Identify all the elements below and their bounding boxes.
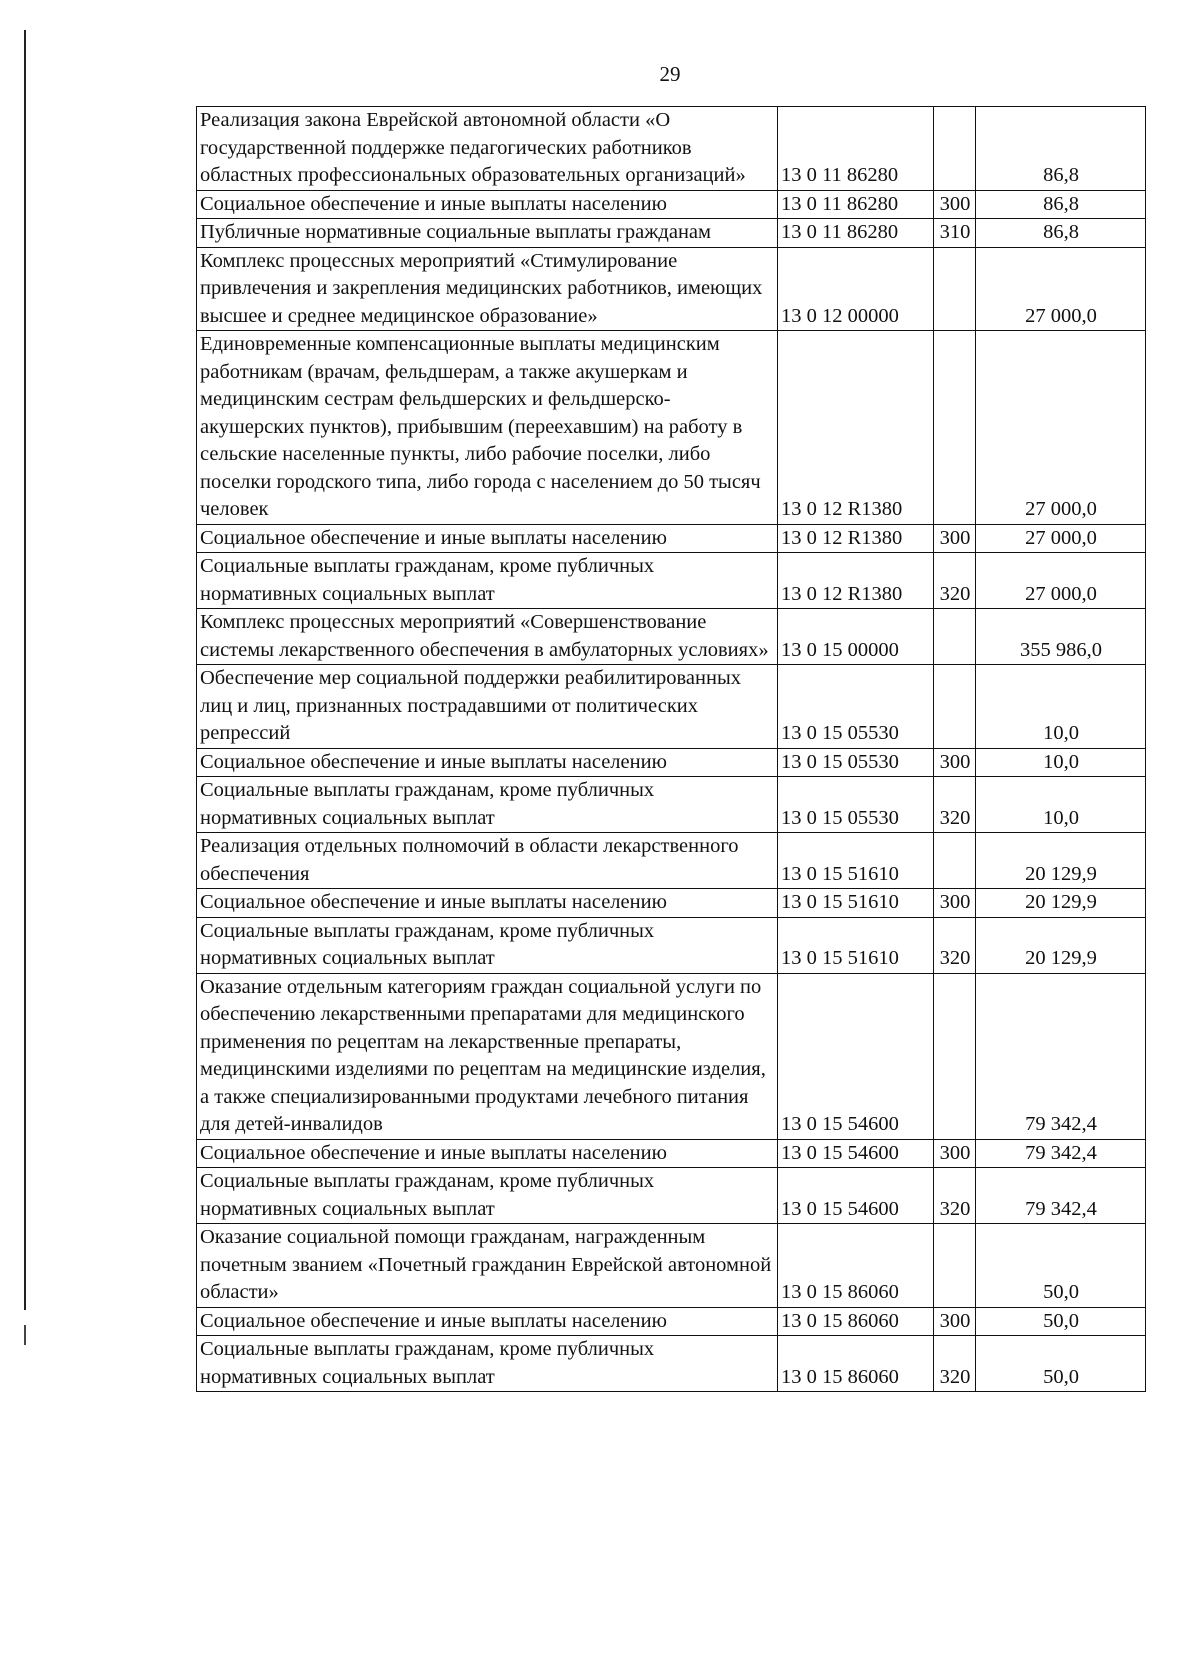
- row-amount: 50,0: [976, 1224, 1146, 1308]
- table-row: [197, 1224, 1146, 1308]
- row-name: Реализация закона Еврейской автономной области «О государственной поддержке педагогических работников областных профессиональных образовательных организаций»: [197, 107, 778, 191]
- row-amount: 20 129,9: [976, 917, 1146, 973]
- row-name: Социальное обеспечение и иные выплаты населению: [197, 1307, 778, 1336]
- row-amount: 10,0: [976, 665, 1146, 749]
- row-code: 13 0 15 05530: [778, 748, 934, 777]
- row-name: Социальные выплаты гражданам, кроме публичных нормативных социальных выплат: [197, 917, 778, 973]
- row-code: 13 0 15 86060: [778, 1336, 934, 1392]
- row-code: 13 0 15 54600: [778, 1139, 934, 1168]
- row-code: 13 0 15 86060: [778, 1224, 934, 1308]
- table-row: [197, 1139, 1146, 1168]
- row-expense-type: 300: [934, 1307, 976, 1336]
- row-code: 13 0 15 86060: [778, 1307, 934, 1336]
- table-row: [197, 973, 1146, 1139]
- table-row: [197, 190, 1146, 219]
- row-expense-type: 320: [934, 553, 976, 609]
- row-name: Оказание социальной помощи гражданам, награжденным почетным званием «Почетный гражданин Еврейской автономной области»: [197, 1224, 778, 1308]
- budget-table: [196, 106, 1146, 1392]
- table-row: [197, 107, 1146, 191]
- row-expense-type: 320: [934, 917, 976, 973]
- budget-table-body: [197, 107, 1146, 1392]
- row-name: Социальное обеспечение и иные выплаты населению: [197, 190, 778, 219]
- table-row: [197, 777, 1146, 833]
- row-code: 13 0 15 51610: [778, 917, 934, 973]
- row-amount: 86,8: [976, 107, 1146, 191]
- row-code: 13 0 12 00000: [778, 247, 934, 331]
- row-expense-type: [934, 107, 976, 191]
- row-expense-type: [934, 609, 976, 665]
- row-code: 13 0 12 R1380: [778, 524, 934, 553]
- row-expense-type: 320: [934, 1168, 976, 1224]
- row-expense-type: [934, 973, 976, 1139]
- row-name: Социальное обеспечение и иные выплаты населению: [197, 524, 778, 553]
- row-name: Публичные нормативные социальные выплаты гражданам: [197, 219, 778, 248]
- table-row: [197, 917, 1146, 973]
- row-code: 13 0 15 54600: [778, 973, 934, 1139]
- row-amount: 355 986,0: [976, 609, 1146, 665]
- page-number: 29: [659, 62, 681, 86]
- table-row: [197, 889, 1146, 918]
- row-expense-type: 300: [934, 524, 976, 553]
- table-row: [197, 553, 1146, 609]
- row-amount: 50,0: [976, 1336, 1146, 1392]
- row-expense-type: 300: [934, 889, 976, 918]
- table-row: [197, 247, 1146, 331]
- row-name: Социальное обеспечение и иные выплаты населению: [197, 748, 778, 777]
- row-amount: 27 000,0: [976, 553, 1146, 609]
- row-code: 13 0 12 R1380: [778, 553, 934, 609]
- row-amount: 27 000,0: [976, 247, 1146, 331]
- row-name: Оказание отдельным категориям граждан социальной услуги по обеспечению лекарственными препаратами для медицинского применения по рецептам на лекарственные препараты, медицинскими изделиями по рецептам на медицинские изделия, а также специализированными продуктами лечебного питания для детей-инвалидов: [197, 973, 778, 1139]
- row-expense-type: [934, 833, 976, 889]
- row-code: 13 0 11 86280: [778, 219, 934, 248]
- row-name: Социальные выплаты гражданам, кроме публичных нормативных социальных выплат: [197, 1168, 778, 1224]
- row-name: Социальное обеспечение и иные выплаты населению: [197, 889, 778, 918]
- row-code: 13 0 12 R1380: [778, 331, 934, 525]
- row-expense-type: [934, 331, 976, 525]
- table-row: [197, 1307, 1146, 1336]
- row-amount: 10,0: [976, 777, 1146, 833]
- row-expense-type: 320: [934, 1336, 976, 1392]
- binding-tick: [24, 1325, 26, 1345]
- row-amount: 79 342,4: [976, 973, 1146, 1139]
- row-code: 13 0 15 05530: [778, 665, 934, 749]
- row-name: Социальные выплаты гражданам, кроме публичных нормативных социальных выплат: [197, 1336, 778, 1392]
- row-code: 13 0 15 51610: [778, 833, 934, 889]
- row-code: 13 0 11 86280: [778, 190, 934, 219]
- row-code: 13 0 15 54600: [778, 1168, 934, 1224]
- table-row: [197, 1168, 1146, 1224]
- row-name: Комплекс процессных мероприятий «Совершенствование системы лекарственного обеспечения в амбулаторных условиях»: [197, 609, 778, 665]
- table-row: [197, 524, 1146, 553]
- row-name: Обеспечение мер социальной поддержки реабилитированных лиц и лиц, признанных пострадавшими от политических репрессий: [197, 665, 778, 749]
- binding-line: [24, 30, 26, 1310]
- row-name: Реализация отдельных полномочий в области лекарственного обеспечения: [197, 833, 778, 889]
- table-row: [197, 219, 1146, 248]
- table-row: [197, 833, 1146, 889]
- row-amount: 86,8: [976, 219, 1146, 248]
- row-name: Единовременные компенсационные выплаты медицинским работникам (врачам, фельдшерам, а также акушеркам и медицинским сестрам фельдшерских и фельдшерско-акушерских пунктов), прибывшим (переехавшим) на работу в сельские населенные пункты, либо рабочие поселки, либо поселки городского типа, либо города с населением до 50 тысяч человек: [197, 331, 778, 525]
- row-amount: 27 000,0: [976, 331, 1146, 525]
- row-name: Социальные выплаты гражданам, кроме публичных нормативных социальных выплат: [197, 553, 778, 609]
- row-expense-type: [934, 1224, 976, 1308]
- row-expense-type: [934, 247, 976, 331]
- row-amount: 79 342,4: [976, 1168, 1146, 1224]
- row-code: 13 0 15 00000: [778, 609, 934, 665]
- table-row: [197, 1336, 1146, 1392]
- row-amount: 79 342,4: [976, 1139, 1146, 1168]
- row-expense-type: 300: [934, 748, 976, 777]
- row-amount: 20 129,9: [976, 833, 1146, 889]
- row-expense-type: 320: [934, 777, 976, 833]
- row-amount: 10,0: [976, 748, 1146, 777]
- row-expense-type: 300: [934, 190, 976, 219]
- row-amount: 86,8: [976, 190, 1146, 219]
- table-row: [197, 748, 1146, 777]
- table-row: [197, 331, 1146, 525]
- row-expense-type: 300: [934, 1139, 976, 1168]
- row-amount: 27 000,0: [976, 524, 1146, 553]
- row-expense-type: 310: [934, 219, 976, 248]
- row-expense-type: [934, 665, 976, 749]
- row-amount: 50,0: [976, 1307, 1146, 1336]
- table-row: [197, 609, 1146, 665]
- row-name: Социальное обеспечение и иные выплаты населению: [197, 1139, 778, 1168]
- row-amount: 20 129,9: [976, 889, 1146, 918]
- row-code: 13 0 15 05530: [778, 777, 934, 833]
- row-code: 13 0 11 86280: [778, 107, 934, 191]
- table-row: [197, 665, 1146, 749]
- row-name: Комплекс процессных мероприятий «Стимулирование привлечения и закрепления медицинских работников, имеющих высшее и среднее медицинское образование»: [197, 247, 778, 331]
- row-code: 13 0 15 51610: [778, 889, 934, 918]
- row-name: Социальные выплаты гражданам, кроме публичных нормативных социальных выплат: [197, 777, 778, 833]
